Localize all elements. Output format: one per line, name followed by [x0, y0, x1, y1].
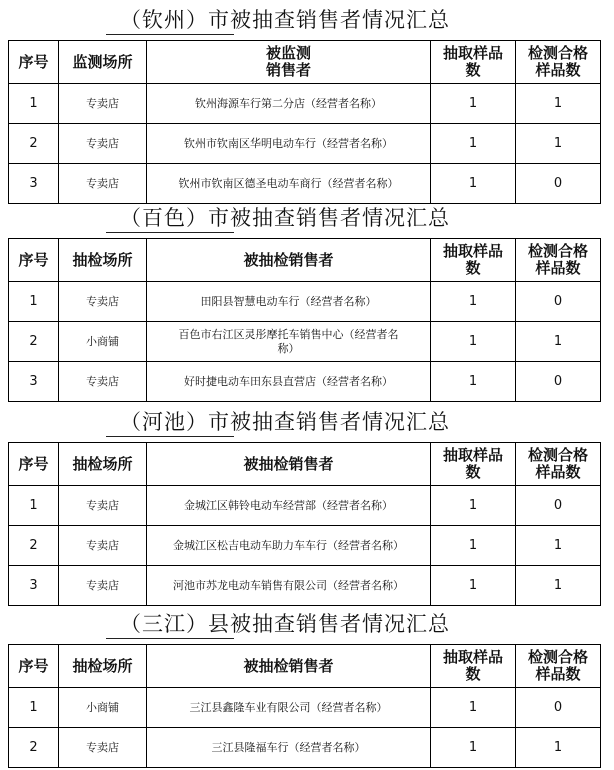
header-place: 监测场所: [59, 41, 147, 84]
cell-place: 专卖店: [59, 84, 147, 124]
cell-place: 专卖店: [59, 728, 147, 768]
cell-pass-count: 0: [516, 486, 601, 526]
cell-pass-count: 1: [516, 526, 601, 566]
cell-sample-count: 1: [431, 164, 516, 204]
cell-pass-count: 1: [516, 124, 601, 164]
header-index: 序号: [9, 41, 59, 84]
cell-sample-count: 1: [431, 282, 516, 322]
cell-seller: 钦州海源车行第二分店（经营者名称）: [147, 84, 431, 124]
cell-index: 1: [9, 84, 59, 124]
cell-pass-count: 1: [516, 566, 601, 606]
seller-table: [8, 238, 601, 402]
header-pass-count: 检测合格 样品数: [516, 41, 601, 84]
cell-index: 2: [9, 728, 59, 768]
cell-sample-count: 1: [431, 486, 516, 526]
section-title-text: （河池）市被抽查销售者情况汇总: [120, 410, 450, 434]
seller-table: [8, 40, 601, 204]
cell-place: 小商铺: [59, 322, 147, 362]
cell-seller: 河池市苏龙电动车销售有限公司（经营者名称）: [147, 566, 431, 606]
header-pass-count: 检测合格 样品数: [516, 645, 601, 688]
header-seller: 被监测 销售者: [147, 41, 431, 84]
cell-sample-count: 1: [431, 688, 516, 728]
header-seller: 被抽检销售者: [147, 443, 431, 486]
table-row: [9, 282, 601, 322]
table-row: [9, 84, 601, 124]
cell-place: 专卖店: [59, 124, 147, 164]
header-index: 序号: [9, 239, 59, 282]
header-sample-count: 抽取样品 数: [431, 645, 516, 688]
cell-sample-count: 1: [431, 526, 516, 566]
header-sample-count: 抽取样品 数: [431, 41, 516, 84]
cell-pass-count: 0: [516, 282, 601, 322]
header-seller: 被抽检销售者: [147, 645, 431, 688]
table-header-row: [9, 645, 601, 688]
cell-index: 3: [9, 362, 59, 402]
cell-place: 专卖店: [59, 164, 147, 204]
cell-place: 专卖店: [59, 362, 147, 402]
cell-pass-count: 0: [516, 164, 601, 204]
cell-sample-count: 1: [431, 124, 516, 164]
cell-place: 专卖店: [59, 486, 147, 526]
cell-seller: 钦州市钦南区德圣电动车商行（经营者名称）: [147, 164, 431, 204]
table-row: [9, 688, 601, 728]
cell-seller: 金城江区韩铃电动车经营部（经营者名称）: [147, 486, 431, 526]
header-index: 序号: [9, 645, 59, 688]
section-title: [0, 202, 614, 234]
header-pass-count: 检测合格 样品数: [516, 443, 601, 486]
cell-pass-count: 1: [516, 322, 601, 362]
cell-index: 1: [9, 486, 59, 526]
seller-table: [8, 644, 601, 768]
table-header-row: [9, 41, 601, 84]
cell-pass-count: 0: [516, 688, 601, 728]
table-row: [9, 124, 601, 164]
section-title-text: （百色）市被抽查销售者情况汇总: [120, 206, 450, 230]
cell-index: 3: [9, 566, 59, 606]
header-pass-count: 检测合格 样品数: [516, 239, 601, 282]
cell-pass-count: 0: [516, 362, 601, 402]
cell-index: 1: [9, 282, 59, 322]
cell-place: 小商铺: [59, 688, 147, 728]
seller-table: [8, 442, 601, 606]
header-seller: 被抽检销售者: [147, 239, 431, 282]
table-header-row: [9, 443, 601, 486]
section-title: [0, 4, 614, 36]
header-place: 抽检场所: [59, 239, 147, 282]
section-title-text: （三江）县被抽查销售者情况汇总: [120, 612, 450, 636]
cell-sample-count: 1: [431, 362, 516, 402]
cell-place: 专卖店: [59, 566, 147, 606]
header-index: 序号: [9, 443, 59, 486]
cell-seller: 三江县鑫隆车业有限公司（经营者名称）: [147, 688, 431, 728]
cell-seller: 田阳县智慧电动车行（经营者名称）: [147, 282, 431, 322]
section-title-text: （钦州）市被抽查销售者情况汇总: [120, 8, 450, 32]
cell-seller: 金城江区松吉电动车助力车车行（经营者名称）: [147, 526, 431, 566]
cell-seller: 百色市右江区灵彤摩托车销售中心（经营者名 称）: [147, 322, 431, 362]
header-sample-count: 抽取样品 数: [431, 443, 516, 486]
cell-seller: 好时捷电动车田东县直营店（经营者名称）: [147, 362, 431, 402]
cell-index: 1: [9, 688, 59, 728]
table-row: [9, 566, 601, 606]
cell-seller: 三江县隆福车行（经营者名称）: [147, 728, 431, 768]
table-row: [9, 322, 601, 362]
section-title: [0, 608, 614, 640]
cell-index: 2: [9, 124, 59, 164]
header-sample-count: 抽取样品 数: [431, 239, 516, 282]
cell-pass-count: 1: [516, 728, 601, 768]
cell-index: 2: [9, 526, 59, 566]
header-place: 抽检场所: [59, 443, 147, 486]
section-title: [0, 406, 614, 438]
table-row: [9, 526, 601, 566]
table-row: [9, 164, 601, 204]
table-header-row: [9, 239, 601, 282]
cell-sample-count: 1: [431, 84, 516, 124]
cell-place: 专卖店: [59, 282, 147, 322]
cell-place: 专卖店: [59, 526, 147, 566]
header-place: 抽检场所: [59, 645, 147, 688]
cell-sample-count: 1: [431, 322, 516, 362]
table-row: [9, 486, 601, 526]
cell-sample-count: 1: [431, 566, 516, 606]
table-row: [9, 362, 601, 402]
cell-sample-count: 1: [431, 728, 516, 768]
cell-index: 2: [9, 322, 59, 362]
cell-pass-count: 1: [516, 84, 601, 124]
cell-index: 3: [9, 164, 59, 204]
table-row: [9, 728, 601, 768]
cell-seller: 钦州市钦南区华明电动车行（经营者名称）: [147, 124, 431, 164]
